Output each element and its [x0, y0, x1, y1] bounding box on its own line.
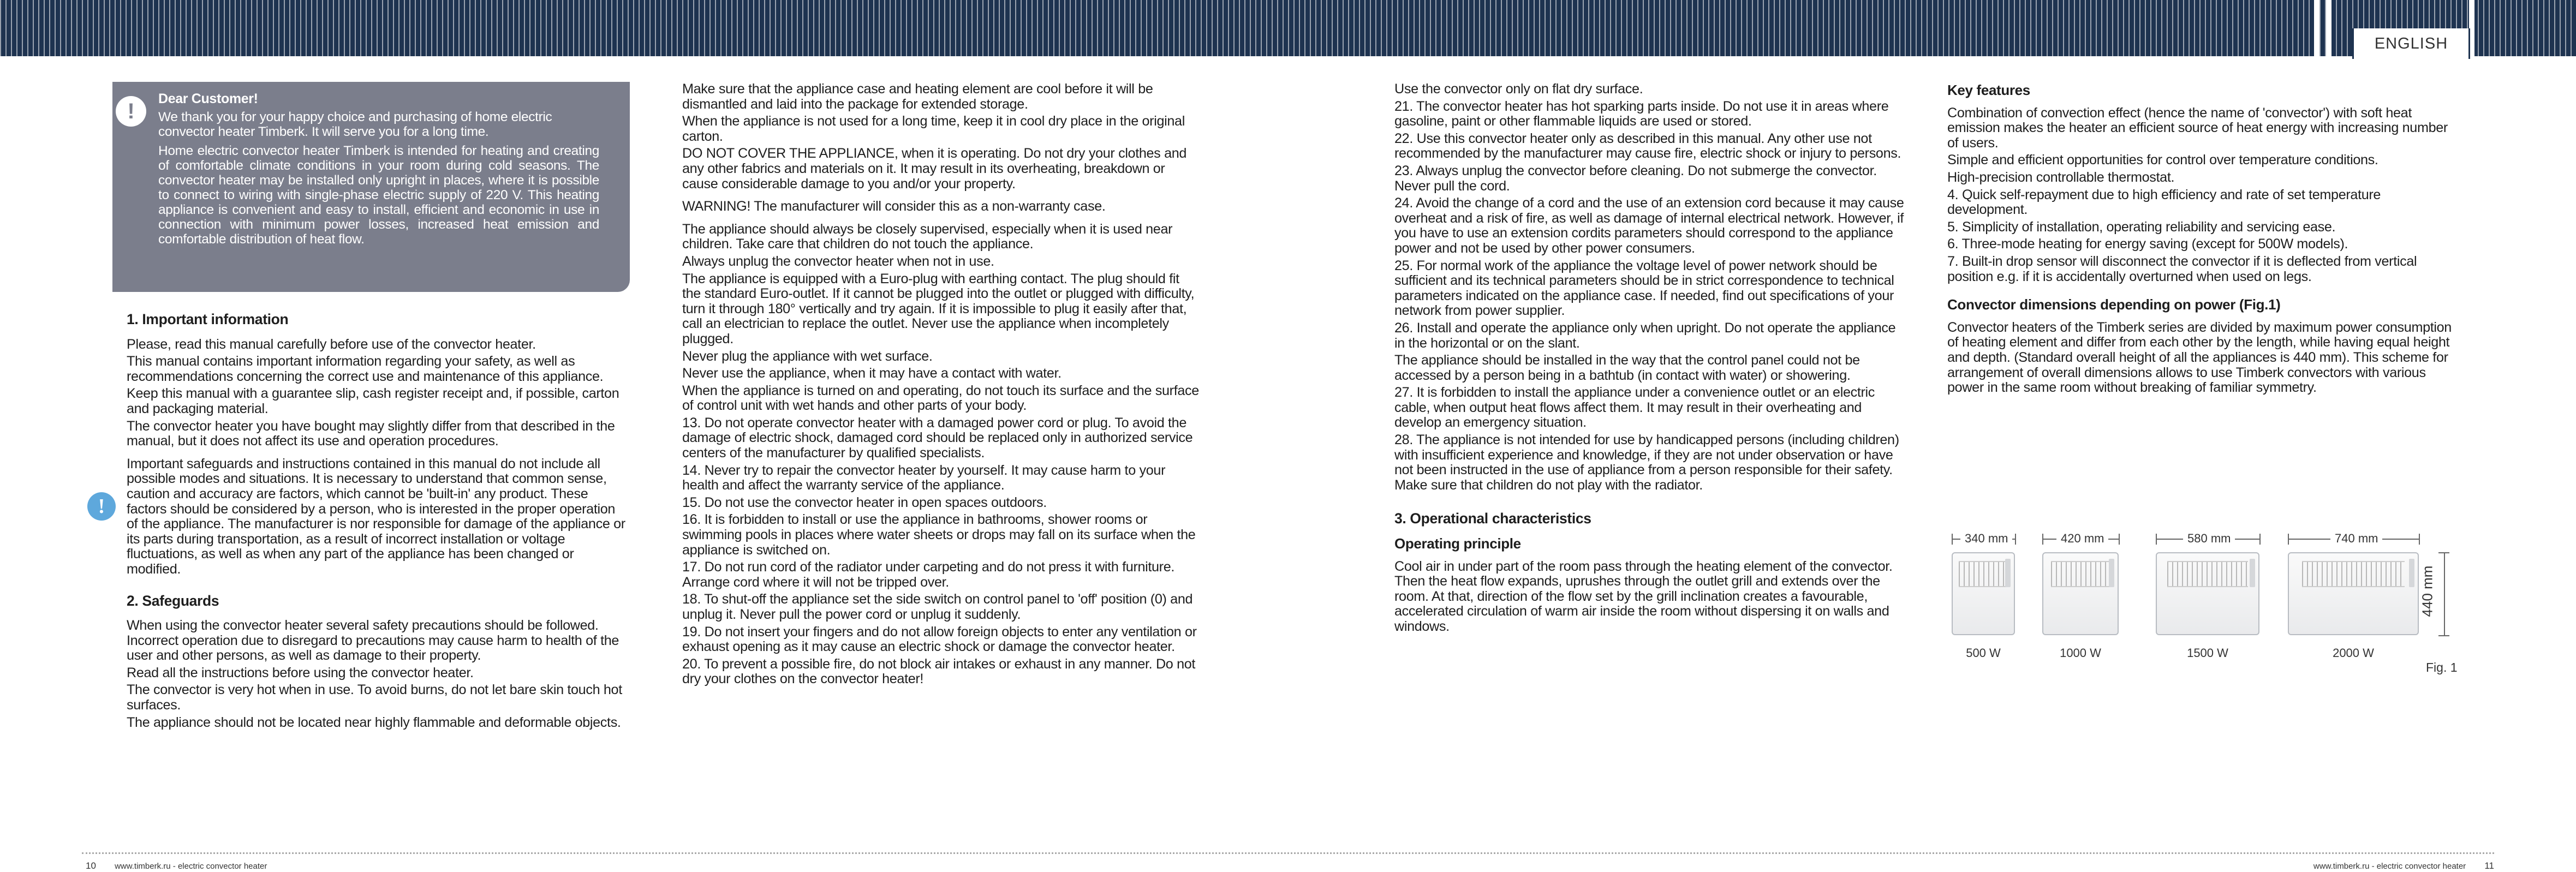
- paragraph: 28. The appliance is not intended for use by handicapped persons (including children) with insufficient experience and knowledge, if they are not under observation or have not been instructed in the use of appliance from a person responsible for their safety. Make sure that children do not play with the radiator.: [1394, 432, 1899, 493]
- column-2: [682, 82, 1201, 689]
- header-divider: [2314, 0, 2319, 56]
- paragraph: High-precision controllable thermostat.: [1947, 169, 2175, 185]
- dimension-tick: [2156, 534, 2157, 545]
- figure-caption: Fig. 1: [2426, 660, 2458, 674]
- section-heading: 1. Important information: [127, 311, 289, 327]
- paragraph: 15. Do not use the convector heater in open spaces outdoors.: [682, 494, 1047, 510]
- section-heading: 3. Operational characteristics: [1394, 510, 1591, 527]
- paragraph: This manual contains important information regarding your safety, as well as recommendations concerning the correct use and maintenance of this appliance.: [127, 354, 604, 384]
- notice-paragraph: Home electric convector heater Timberk is intended for heating and creating of comfortable climate conditions in your room during cold seasons. The convector heater may be installed only upright in places, where it is possible to connect to wiring with single-phase electric supply of 220 V. This heating appliance is convenient and easy to install, efficient and economic in use in connection with minimum power losses, increased heat emission and comfortable distribution of heat flow.: [158, 144, 599, 247]
- subsection-heading: Convector dimensions depending on power (Fig.1): [1947, 296, 2281, 313]
- language-tab: [2352, 28, 2470, 59]
- section-heading: 2. Safeguards: [127, 592, 219, 609]
- paragraph: Combination of convection effect (hence the name of 'convector') with soft heat emission makes the heater an efficient source of heat energy with increasing number of users.: [1947, 105, 2448, 151]
- paragraph: 26. Install and operate the appliance only when upright. Do not operate the appliance in the horizontal or on the slant.: [1394, 320, 1896, 351]
- header-divider: [2326, 0, 2331, 56]
- paragraph: 20. To prevent a possible fire, do not block air intakes or exhaust in any manner. Do not dry your clothes on the convector heater!: [682, 656, 1196, 687]
- height-label: 440 mm: [2419, 563, 2436, 620]
- width-label: 740 mm: [2330, 533, 2382, 545]
- paragraph: 27. It is forbidden to install the appliance under a convenience outlet or an electric cable, when output heat flows affect them. It may result in their overheating and develop an emergency situation.: [1394, 385, 1875, 431]
- paragraph: 6. Three-mode heating for energy saving (except for 500W models).: [1947, 236, 2348, 252]
- footer-divider: [82, 852, 2494, 854]
- paragraph: Simple and efficient opportunities for control over temperature conditions.: [1947, 152, 2378, 168]
- paragraph: 7. Built-in drop sensor will disconnect the convector if it is deflected from vertical position e.g. if it is accidentally overturned when used on legs.: [1947, 253, 2417, 284]
- paragraph: When using the convector heater several safety precautions should be followed. Incorrect operation due to disregard to precautions may cause harm to health of the user and other persons, as well as damage to their property.: [127, 618, 619, 664]
- heater-1500w: [2156, 552, 2259, 635]
- notice-paragraph: We thank you for your happy choice and purchasing of home electric convector heater Timberk. It will serve you for a long time.: [158, 110, 552, 139]
- paragraph: The appliance is equipped with a Euro-plug with earthing contact. The plug should fit the standard Euro-outlet. If it cannot be plugged into the outlet or plugged with difficulty, turn it through 180° vertically and try again. If it is impossible to plug it easily after that, call an electrician to replace the outlet. Never use the appliance when incompletely plugged.: [682, 271, 1195, 347]
- header-bar: [0, 0, 2576, 56]
- paragraph: Never plug the appliance with wet surface.: [682, 348, 933, 364]
- paragraph: Cool air in under part of the room pass through the heating element of the convector. Then the heat flow expands, uprushes through the outlet grill and extends over the room. At that, direction of the flow set by the grill inclination creates a favourable, accelerated circulation of warm air inside the room without dispersing it on walls and windows.: [1394, 558, 1893, 634]
- power-label: 500 W: [1966, 646, 2001, 660]
- paragraph: 24. Avoid the change of a cord and the use of an extension cord because it may cause overheat and a risk of fire, as well as damage of internal electrical network. However, if you have to use an extension cordits parameters should correspond to the appliance power and not be used by other power consumers.: [1394, 195, 1904, 256]
- paragraph: DO NOT COVER THE APPLIANCE, when it is operating. Do not dry your clothes and any other fabrics and materials on it. It may result in its overheating, breakdown or cause considerable damage to you and/or your property.: [682, 146, 1187, 192]
- power-label: 2000 W: [2333, 646, 2374, 660]
- height-dimension-line: [2444, 552, 2445, 635]
- paragraph: The convector heater you have bought may slightly differ from that described in the manual, but it does not affect its use and operation procedures.: [127, 418, 615, 449]
- width-label: 340 mm: [1960, 533, 2012, 545]
- paragraph: 22. Use this convector heater only as described in this manual. Any other use not recommended by the manufacturer may cause fire, electric shock or injury to persons.: [1394, 130, 1901, 162]
- footer-text: www.timberk.ru - electric convector heater: [2313, 862, 2466, 871]
- paragraph: 18. To shut-off the appliance set the side switch on control panel to 'off' position (0) and unplug it. Never pull the power cord or unplug it suddenly.: [682, 592, 1193, 622]
- paragraph: Make sure that the appliance case and heating element are cool before it will be dismantled and laid into the package for extended storage.: [682, 81, 1153, 112]
- customer-notice: [112, 82, 630, 292]
- paragraph: The appliance should not be located near highly flammable and deformable objects.: [127, 714, 621, 730]
- column-3: [1394, 82, 1907, 637]
- paragraph: When the appliance is not used for a long time, keep it in cool dry place in the original carton.: [682, 114, 1185, 144]
- column-4: [1947, 82, 2455, 398]
- paragraph: 16. It is forbidden to install or use the appliance in bathrooms, shower rooms or swimming pools in places where water sheets or drops may fall on its surface when the appliance is switched on.: [682, 512, 1196, 558]
- dimension-tick: [2119, 534, 2120, 545]
- paragraph: Important safeguards and instructions contained in this manual do not include all possible modes and situations. It is necessary to understand that common sense, caution and accuracy are factors, which cannot be 'built-in' any product. These factors should be considered by a person, who is interested in the proper operation of the appliance. The manufacturer is nor responsible for damage of the appliance or its parts during transportation, as a result of incorrect installation or voltage fluctuations, as well as when any part of the appliance has been changed or modified.: [127, 456, 625, 577]
- paragraph: Convector heaters of the Timberk series are divided by maximum power consumption of heating element and differ from each other by the length, while having equal height and depth. (Standard overall height of all the appliances is 440 mm). This scheme for arrangement of overall dimensions allows to use Timberk convectors with various power in the same room without breaking of familiar symmetry.: [1947, 319, 2452, 396]
- footer-right: [2313, 861, 2494, 871]
- paragraph: Never use the appliance, when it may have a contact with water.: [682, 366, 1062, 381]
- paragraph: Keep this manual with a guarantee slip, cash register receipt and, if possible, carton and packaging material.: [127, 386, 619, 416]
- power-label: 1500 W: [2187, 646, 2228, 660]
- paragraph: 17. Do not run cord of the radiator under carpeting and do not press it with furniture. Arrange cord where it will not be tripped over.: [682, 559, 1175, 590]
- paragraph: WARNING! The manufacturer will consider this as a non-warranty case.: [682, 199, 1106, 214]
- footer-left: [86, 861, 267, 871]
- paragraph: 4. Quick self-repayment due to high efficiency and rate of set temperature development.: [1947, 187, 2381, 218]
- info-icon: !: [87, 492, 116, 521]
- paragraph: 21. The convector heater has hot sparking parts inside. Do not use it in areas where gasoline, paint or other flammable liquids are used or stored.: [1394, 98, 1889, 129]
- page-number: 11: [2484, 861, 2494, 871]
- subsection-heading: Operating principle: [1394, 535, 1521, 552]
- dimension-tick: [2259, 534, 2261, 545]
- notice-title: Dear Customer!: [158, 91, 258, 106]
- exclamation-icon: !: [116, 96, 146, 127]
- paragraph: The convector is very hot when in use. To avoid burns, do not let bare skin touch hot surfaces.: [127, 682, 622, 713]
- dimension-tick: [1952, 534, 1953, 545]
- paragraph: Read all the instructions before using the convector heater.: [127, 665, 474, 680]
- paragraph: 5. Simplicity of installation, operating reliability and servicing ease.: [1947, 219, 2336, 235]
- width-label: 420 mm: [2056, 533, 2108, 545]
- power-label: 1000 W: [2060, 646, 2101, 660]
- dimension-tick: [2288, 534, 2289, 545]
- page-number: 10: [86, 861, 96, 871]
- heater-2000w: [2288, 552, 2419, 635]
- paragraph: Please, read this manual carefully before use of the convector heater.: [127, 336, 536, 352]
- dimension-tick: [2438, 552, 2449, 553]
- paragraph: The appliance should always be closely supervised, especially when it is used near children. Take care that children do not touch the appliance.: [682, 221, 1173, 252]
- paragraph: Use the convector only on flat dry surface.: [1394, 81, 1643, 97]
- paragraph: 14. Never try to repair the convector heater by yourself. It may cause harm to your health and affect the warranty service of the appliance.: [682, 462, 1166, 493]
- paragraph: 19. Do not insert your fingers and do not allow foreign objects to enter any ventilation or exhaust opening as it may cause an electric shock or damage the convector heater.: [682, 624, 1197, 655]
- dimension-tick: [2042, 534, 2043, 545]
- dimension-tick: [2438, 635, 2449, 636]
- language-label: ENGLISH: [2374, 34, 2448, 52]
- subsection-heading: Key features: [1947, 82, 2030, 98]
- column-1: [127, 312, 629, 732]
- heater-500w: [1952, 552, 2015, 635]
- width-label: 580 mm: [2183, 533, 2235, 545]
- paragraph: Always unplug the convector heater when not in use.: [682, 253, 994, 269]
- footer-text: www.timberk.ru - electric convector heater: [115, 862, 267, 871]
- paragraph: 23. Always unplug the convector before cleaning. Do not submerge the convector. Never pull the cord.: [1394, 163, 1877, 194]
- paragraph: The appliance should be installed in the way that the control panel could not be accessed by a person being in a bathtub (in contact with water) or showering.: [1394, 353, 1860, 383]
- heater-1000w: [2042, 552, 2119, 635]
- dimension-tick: [2419, 534, 2420, 545]
- paragraph: 25. For normal work of the appliance the voltage level of power network should be sufficient and its technical parameters should be in strict correspondence to technical parameters indicated on the appliance case. If needed, find out specifications of your network from power supplier.: [1394, 258, 1894, 319]
- paragraph: When the appliance is turned on and operating, do not touch its surface and the surface of control unit with wet hands and other parts of your body.: [682, 383, 1199, 414]
- dimension-tick: [2015, 534, 2016, 545]
- paragraph: 13. Do not operate convector heater with a damaged power cord or plug. To avoid the damage of electric shock, damaged cord should be replaced only in authorized service centers of the manufacturer by qualified specialists.: [682, 415, 1193, 461]
